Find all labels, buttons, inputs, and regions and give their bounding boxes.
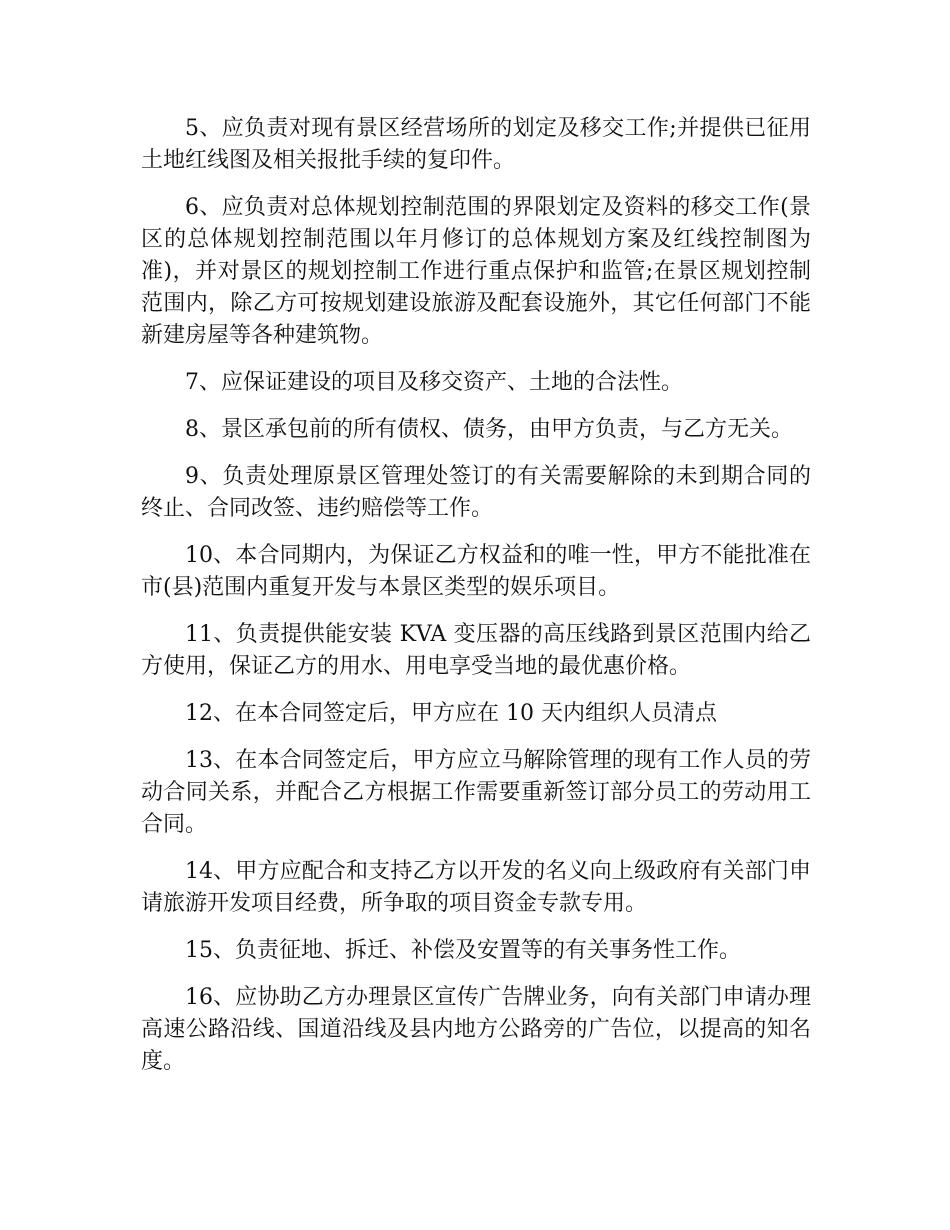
clause-6: 6、应负责对总体规划控制范围的界限划定及资料的移交工作(景区的总体规划控制范围以年月修订的总体规划方案及红线控制图为准)，并对景区的规划控制工作进行重点保护和监管;在景区规划控制范围内，除乙方可按规划建设旅游及配套设施外，其它任何部门不能新建房屋等各种建筑物。: [141, 195, 811, 348]
clause-16: 16、应协助乙方办理景区宣传广告牌业务，向有关部门申请办理高速公路沿线、国道沿线及县内地方公路旁的广告位，以提高的知名度。: [141, 985, 811, 1074]
clause-10: 10、本合同期内，为保证乙方权益和的唯一性，甲方不能批准在市(县)范围内重复开发与本景区类型的娱乐项目。: [141, 543, 811, 600]
clause-7: 7、应保证建设的项目及移交资产、土地的合法性。: [185, 370, 683, 395]
clause-14: 14、甲方应配合和支持乙方以开发的名义向上级政府有关部门申请旅游开发项目经费，所争取的项目资金专款专用。: [141, 859, 811, 916]
clause-8: 8、景区承包前的所有债权、债务，由甲方负责，与乙方无关。: [185, 417, 793, 442]
clause-15: 15、负责征地、拆迁、补偿及安置等的有关事务性工作。: [185, 938, 741, 963]
clause-5: 5、应负责对现有景区经营场所的划定及移交工作;并提供已征用土地红线图及相关报批手续的复印件。: [141, 116, 811, 173]
clause-12: 12、在本合同签定后，甲方应在 10 天内组织人员清点: [185, 701, 717, 726]
clause-9: 9、负责处理原景区管理处签订的有关需要解除的未到期合同的终止、合同改签、违约赔偿等工作。: [141, 464, 811, 521]
clause-13: 13、在本合同签定后，甲方应立马解除管理的现有工作人员的劳动合同关系，并配合乙方根据工作需要重新签订部分员工的劳动用工合同。: [141, 748, 811, 837]
document-page: [141, 113, 811, 1093]
clause-11: 11、负责提供能安装 KVA 变压器的高压线路到景区范围内给乙方使用，保证乙方的用水、用电享受当地的最优惠价格。: [141, 622, 811, 679]
